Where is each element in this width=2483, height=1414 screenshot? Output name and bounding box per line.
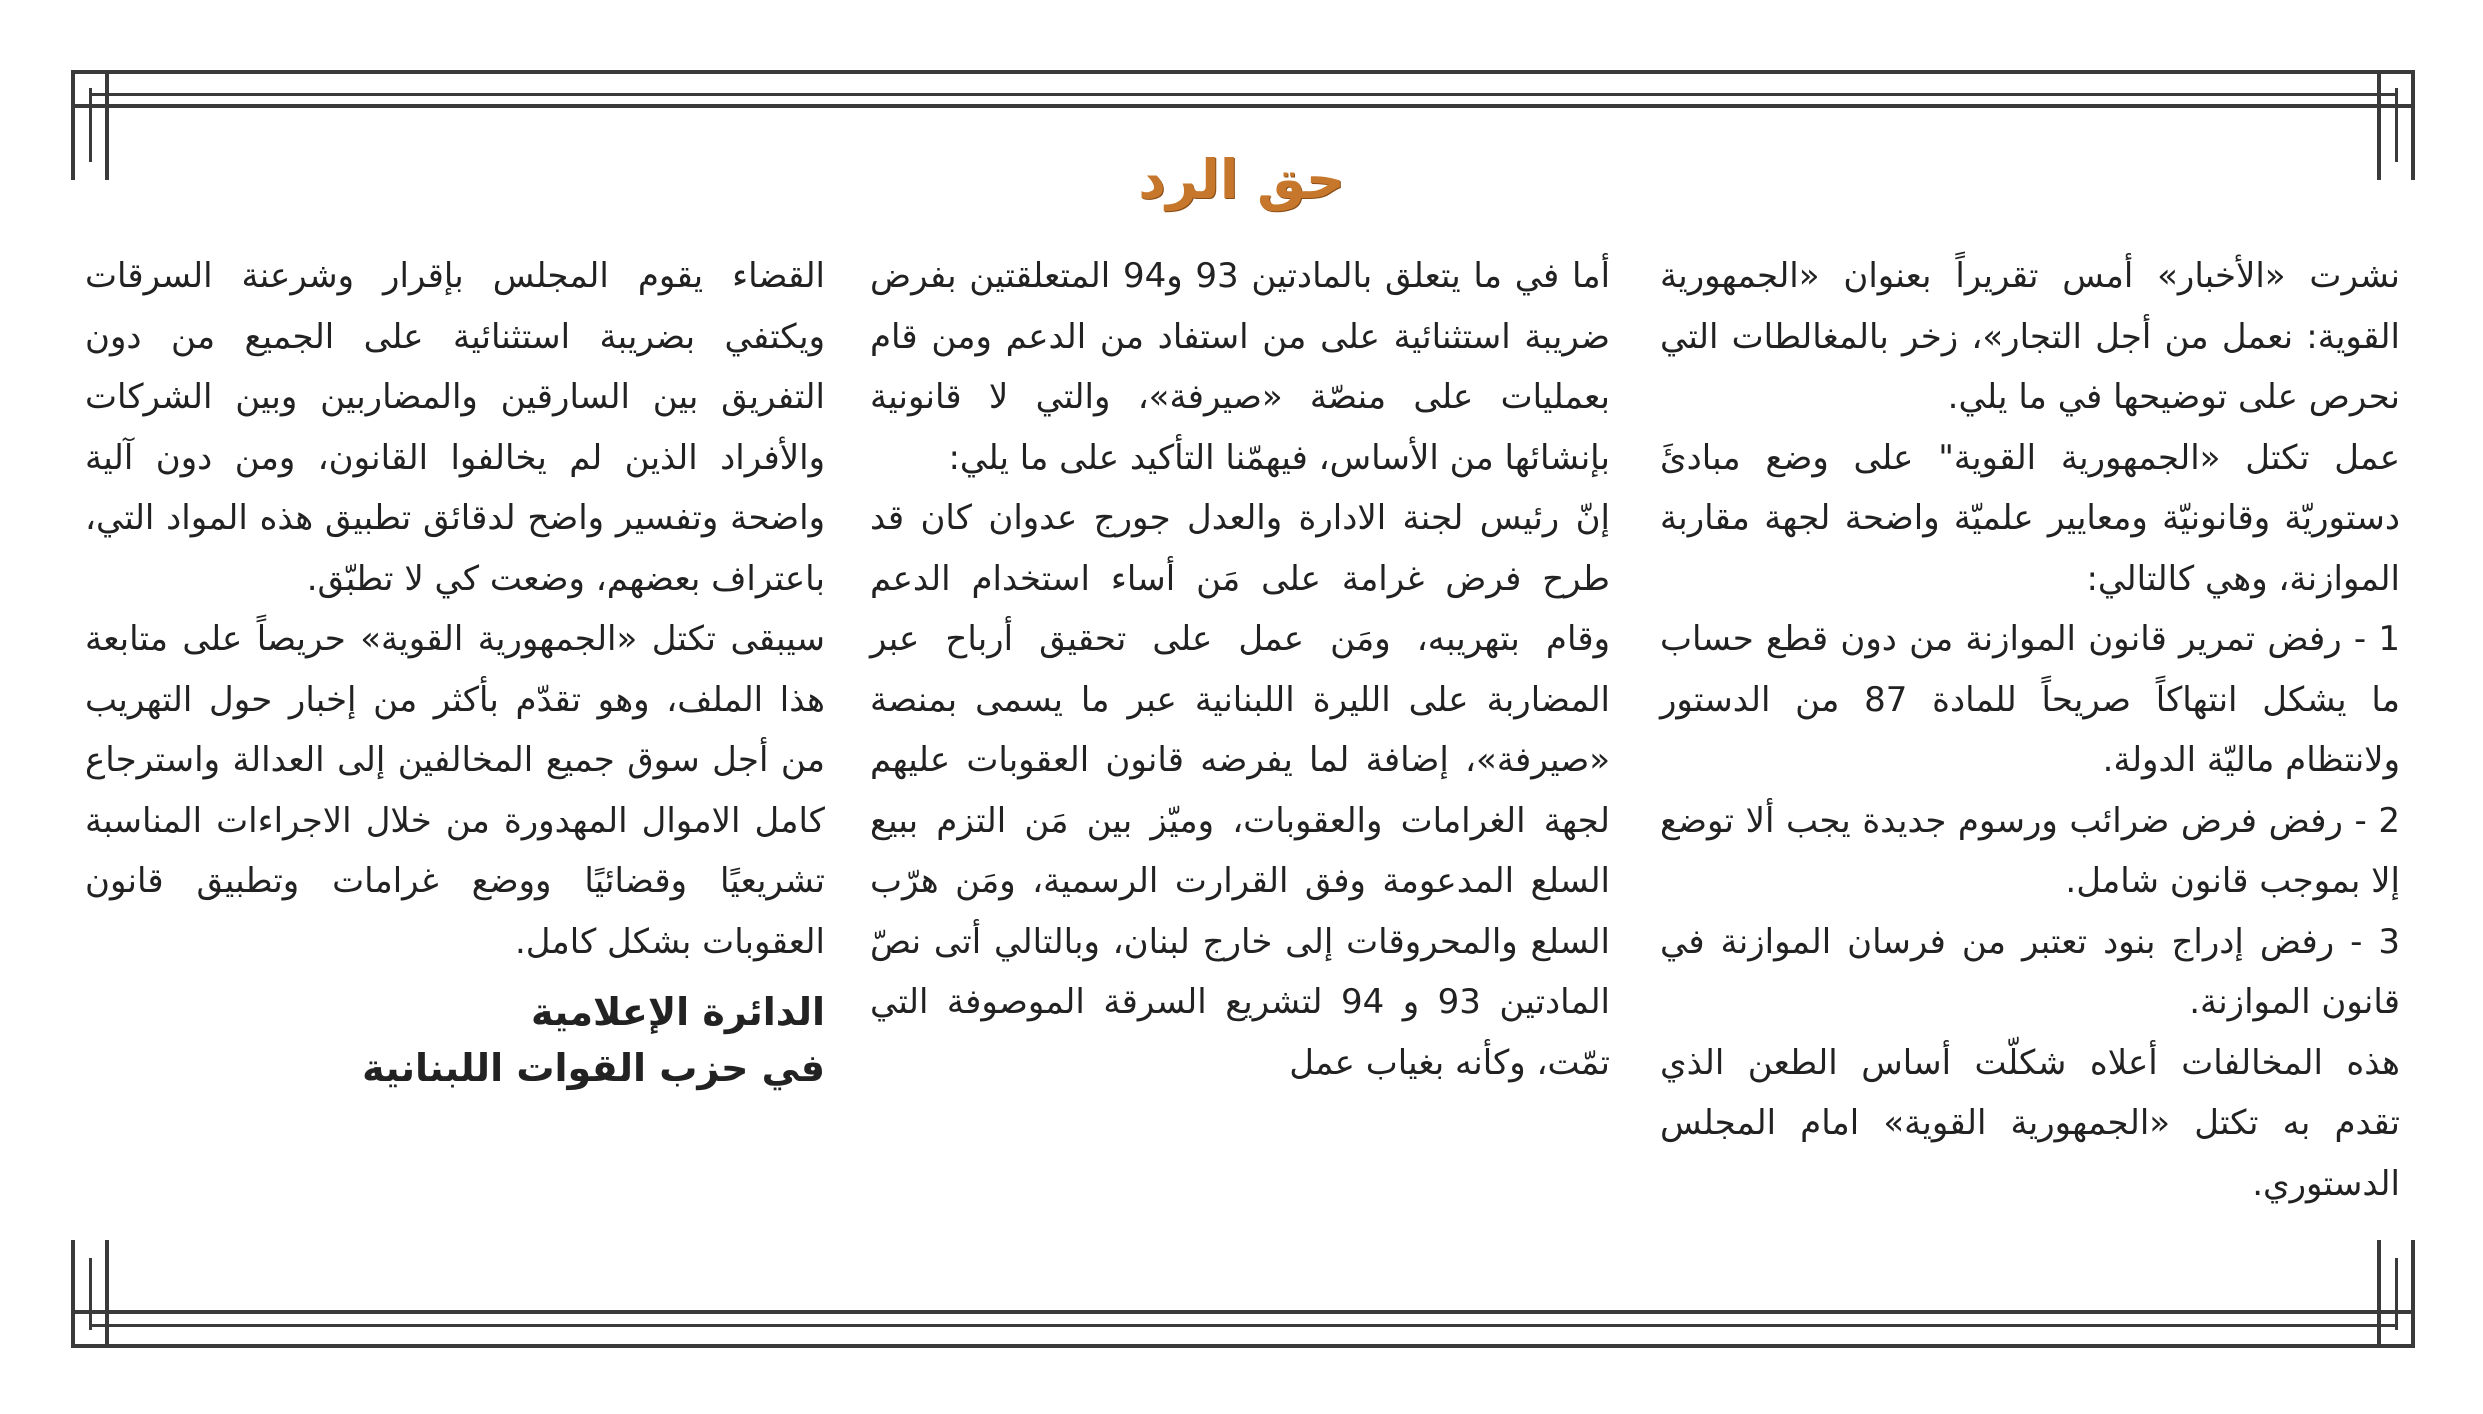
bottom-right-frame-corner — [2377, 1240, 2415, 1348]
signature-department: الدائرة الإعلامية — [530, 990, 825, 1034]
signature-party: في حزب القوات اللبنانية — [362, 1046, 825, 1090]
top-frame-border — [71, 70, 2415, 108]
paragraph: أما في ما يتعلق بالمادتين 93 و94 المتعلقتين بفرض ضريبة استثنائية على من استفاد من الدعم ومن قام بعمليات على منصّة «صيرفة»، والتي لا قانونية بإنشائها من الأساس، فيهمّنا التأكيد على ما يلي: — [870, 256, 1611, 478]
paragraph: القضاء يقوم المجلس بإقرار وشرعنة السرقات ويكتفي بضريبة استثنائية على الجميع من دون التفريق بين السارقين والمضاربين وبين الشركات والأفراد الذين لم يخالفوا القانون، ومن دون آلية واضحة وتفسير واضح لدقائق تطبيق هذه المواد التي، باعتراف بعضهم، وضعت كي لا تطبّق. — [85, 256, 825, 599]
paragraph: إنّ رئيس لجنة الادارة والعدل جورج عدوان كان قد طرح فرض غرامة على مَن أساء استخدام الدعم وقام بتهريبه، ومَن عمل على تحقيق أرباح عبر المضاربة على الليرة اللبنانية عبر ما يسمى بمنصة «صيرفة»، إضافة لما يفرضه قانون العقوبات عليهم لجهة الغرامات والعقوبات، وميّز بين مَن التزم ببيع السلع المدعومة وفق القرارت الرسمية، ومَن هرّب السلع والمحروقات إلى خارج لبنان، وبالتالي أتى نصّ المادتين 93 و 94 لتشريع السرقة الموصوفة التي تمّت، وكأنه بغياب عمل — [870, 498, 1610, 1083]
paragraph: عمل تكتل «الجمهورية القوية" على وضع مبادئَ دستوريّة وقانونيّة ومعايير علميّة واضحة لجهة مقاربة الموازنة، وهي كالتالي: — [1660, 437, 2400, 599]
signature — [85, 984, 825, 1096]
bottom-frame-border — [71, 1310, 2415, 1348]
list-item: 2 - رفض فرض ضرائب ورسوم جديدة يجب ألا توضع إلا بموجب قانون شامل. — [1660, 800, 2400, 901]
list-item: 1 - رفض تمرير قانون الموازنة من دون قطع حساب ما يشكل انتهاكاً صريحاً للمادة 87 من الدستور ولانتظام ماليّة الدولة. — [1660, 619, 2400, 780]
paragraph: سيبقى تكتل «الجمهورية القوية» حريصاً على متابعة هذا الملف، وهو تقدّم بأكثر من إخبار حول التهريب من أجل سوق جميع المخالفين إلى العدالة واسترجاع كامل الاموال المهدورة من خلال الاجراءات المناسبة تشريعيًا وقضائيًا ووضع غرامات وتطبيق قانون العقوبات بشكل كامل. — [85, 619, 825, 962]
headline: حق الرد — [1138, 148, 1345, 212]
paragraph: هذه المخالفات أعلاه شكلّت أساس الطعن الذي تقدم به تكتل «الجمهورية القوية» امام المجلس الدستوري. — [1660, 1042, 2400, 1204]
bottom-left-frame-corner — [71, 1240, 109, 1348]
article-column-right — [1660, 246, 2400, 1214]
article-column-middle — [870, 246, 1610, 1093]
article-column-left — [85, 246, 825, 1096]
list-item: 3 - رفض إدراج بنود تعتبر من فرسان الموازنة في قانون الموازنة. — [1660, 921, 2400, 1022]
paragraph: نشرت «الأخبار» أمس تقريراً بعنوان «الجمهورية القوية: نعمل من أجل التجار»، زخر بالمغالطات التي نحرص على توضيحها في ما يلي. — [1660, 256, 2400, 417]
